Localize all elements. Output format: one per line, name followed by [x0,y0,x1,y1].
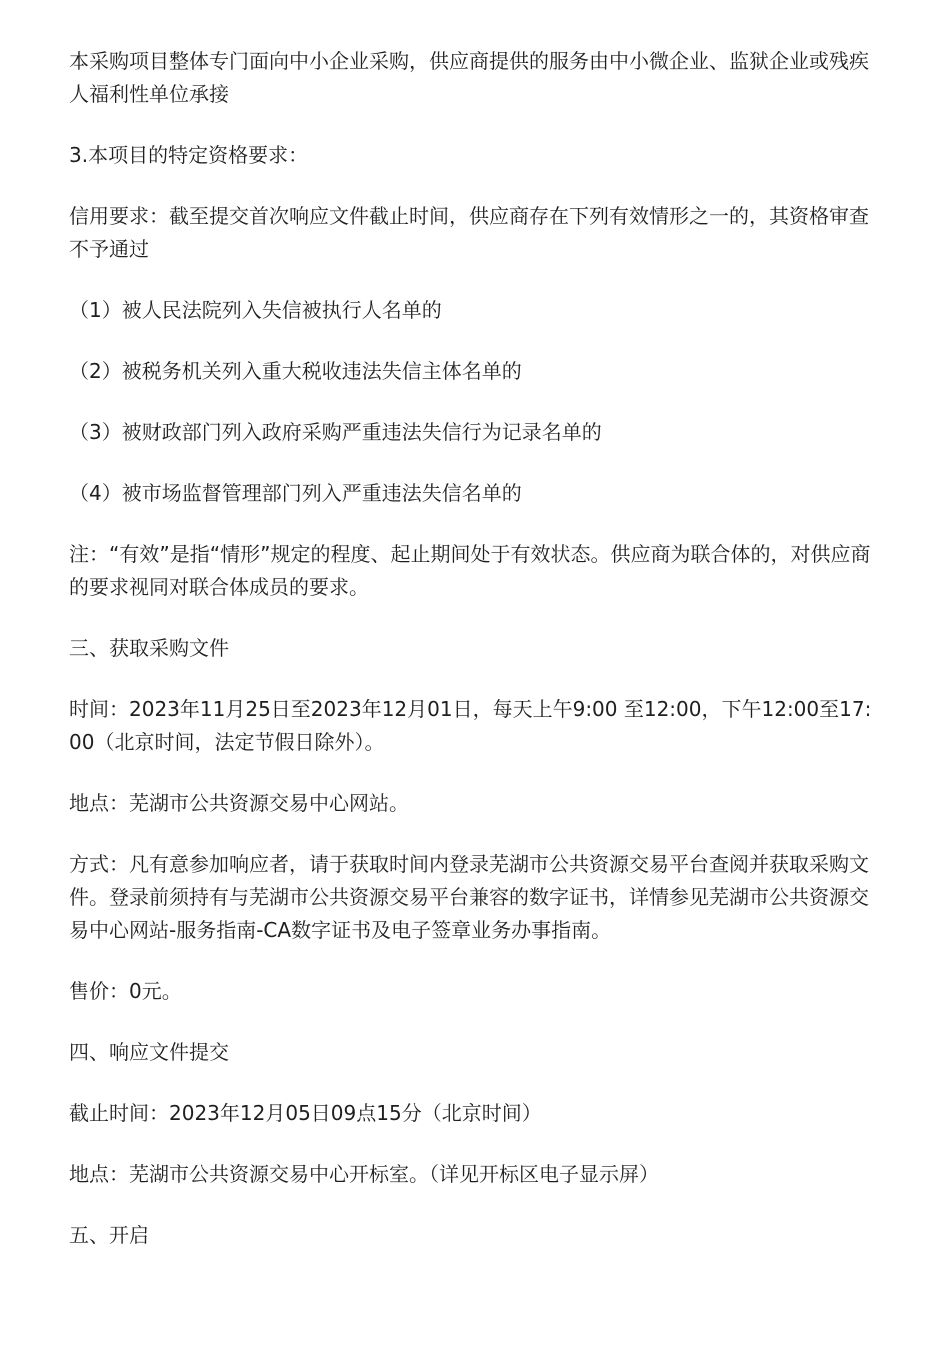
list-item-2: （2）被税务机关列入重大税收违法失信主体名单的 [69,359,522,383]
paragraph-note: 注：“有效”是指“情形”规定的程度、起止期间处于有效状态。供应商为联合体的，对供应商的要求视同对联合体成员的要求。 [69,542,871,599]
paragraph-obtain-method: 方式：凡有意参加响应者，请于获取时间内登录芜湖市公共资源交易平台查阅并获取采购文件。登录前须持有与芜湖市公共资源交易平台兼容的数字证书，详情参见芜湖市公共资源交易中心网站-服务指南-CA数字证书及电子签章业务办事指南。 [69,852,869,942]
paragraph-submission-location: 地点：芜湖市公共资源交易中心开标室。（详见开标区电子显示屏） [69,1162,659,1186]
paragraph-sme-procurement: 本采购项目整体专门面向中小企业采购，供应商提供的服务由中小微企业、监狱企业或残疾人福利性单位承接 [69,49,869,106]
section-heading-obtain-documents: 三、获取采购文件 [69,636,229,660]
section-heading-submission: 四、响应文件提交 [69,1040,229,1064]
list-item-4: （4）被市场监督管理部门列入严重违法失信名单的 [69,481,522,505]
paragraph-credit-requirement: 信用要求：截至提交首次响应文件截止时间，供应商存在下列有效情形之一的，其资格审查不予通过 [69,204,869,261]
document-body [69,45,884,1280]
paragraph-qualification-heading: 3.本项目的特定资格要求： [69,143,309,167]
list-item-3: （3）被财政部门列入政府采购严重违法失信行为记录名单的 [69,420,602,444]
paragraph-obtain-location: 地点：芜湖市公共资源交易中心网站。 [69,791,409,815]
paragraph-deadline: 截止时间：2023年12月05日09点15分（北京时间） [69,1101,542,1125]
list-item-1: （1）被人民法院列入失信被执行人名单的 [69,298,442,322]
paragraph-obtain-time: 时间：2023年11月25日至2023年12月01日，每天上午9:00 至12:00，下午12:00至17:00（北京时间，法定节假日除外）。 [69,697,872,754]
section-heading-opening: 五、开启 [69,1223,149,1247]
paragraph-price: 售价：0元。 [69,979,182,1003]
